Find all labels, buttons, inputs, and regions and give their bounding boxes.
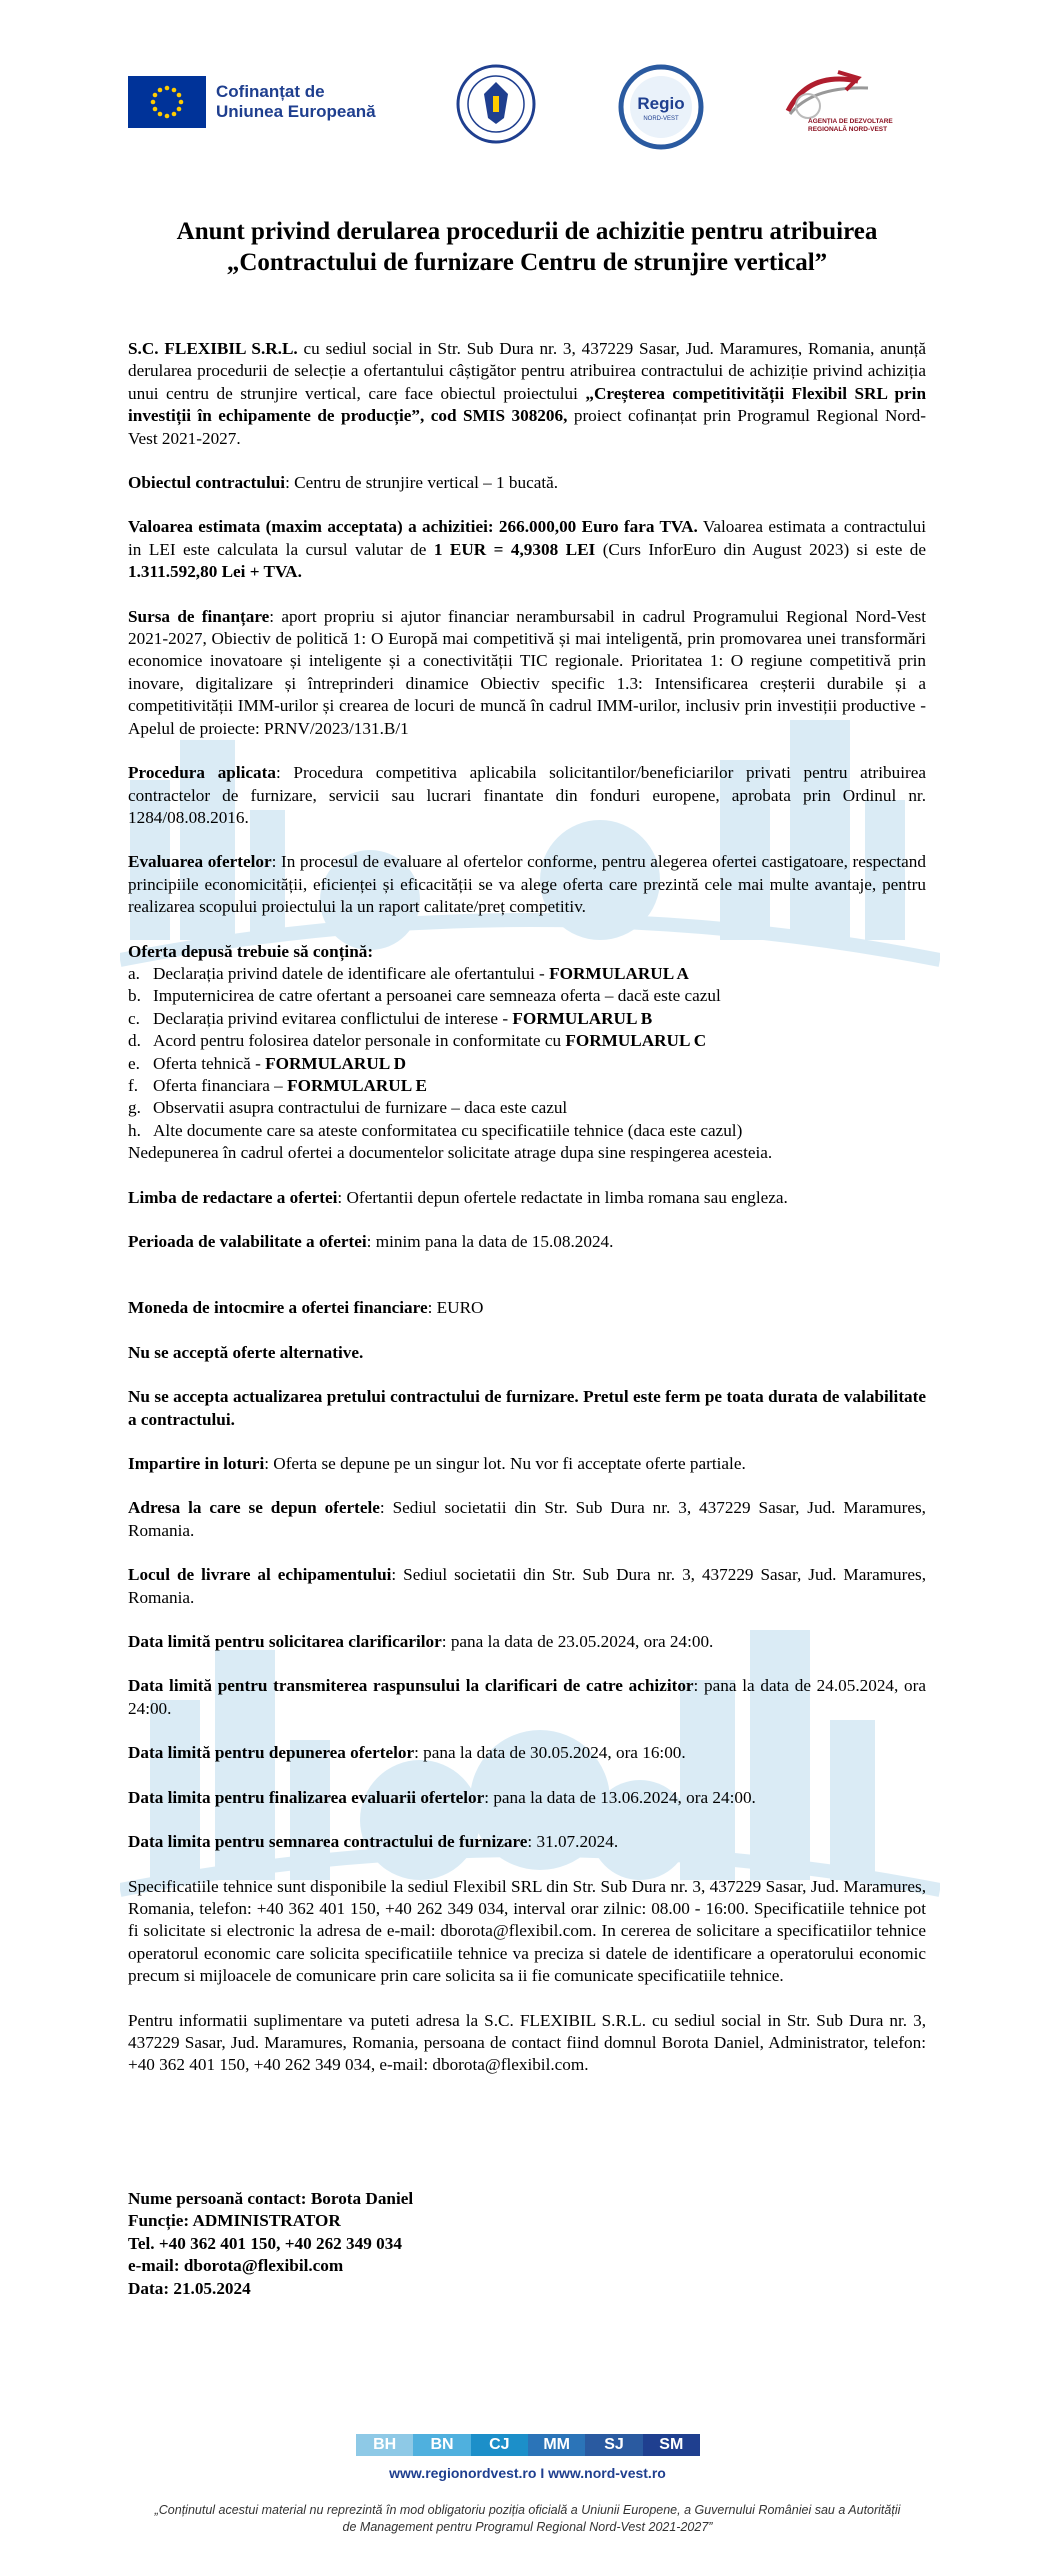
deadline-label: Data limita pentru finalizarea evaluarii ofertelor xyxy=(128,1787,485,1807)
list-marker: h. xyxy=(128,1120,141,1140)
alternative-text: Nu se acceptă oferte alternative. xyxy=(128,1342,364,1362)
valoare-paragraph xyxy=(128,516,926,583)
list-text: Oferta financiara – xyxy=(153,1075,288,1095)
county-mm: MM xyxy=(528,2434,585,2456)
livrare-label: Locul de livrare al echipamentului xyxy=(128,1565,392,1585)
list-marker: e. xyxy=(128,1053,140,1073)
evaluare-text: : In procesul de evaluare al ofertelor conforme, pentru alegerea ofertei castigatoare, respectand principiile economicității, eficienței și eficacității se va alege oferta care prezintă cele mai multe avantaje, pentru realizarea scopului proiectului la un raport calitate/preț competitiv. xyxy=(128,852,926,917)
oferta-heading xyxy=(128,941,926,963)
header-logos xyxy=(128,64,928,144)
deadline-label: Data limită pentru solicitarea clarificarilor xyxy=(128,1632,442,1652)
actualizare-paragraph xyxy=(128,1386,926,1431)
limba-label: Limba de redactare a ofertei xyxy=(128,1187,338,1207)
county-bh: BH xyxy=(356,2434,413,2456)
oferta-heading-text: Oferta depusă trebuie să conțină: xyxy=(128,941,374,961)
list-marker: b. xyxy=(128,986,141,1006)
adresa-label: Adresa la care se depun ofertele xyxy=(128,1498,380,1518)
eu-flag-icon xyxy=(128,76,206,128)
eu-logo xyxy=(128,76,376,128)
loturi-paragraph xyxy=(128,1453,926,1475)
list-bold: FORMULARUL E xyxy=(287,1075,427,1095)
procedura-text: : Procedura competitiva aplicabila solicitantilor/beneficiarilor privati pentru atribuirea contractelor de furnizare, servicii sau lucrari finantate din fonduri europene, aprobata prin Ordinul nr. 1284/08.08.2016. xyxy=(128,763,926,827)
list-item xyxy=(128,1053,926,1075)
list-text: Acord pentru folosirea datelor personale in conformitate cu xyxy=(153,1031,566,1051)
sursa-paragraph xyxy=(128,606,926,740)
moneda-paragraph xyxy=(128,1297,926,1319)
government-romania-logo xyxy=(456,64,536,144)
oferta-note: Nedepunerea în cadrul ofertei a documentelor solicitate atrage dupa sine respingerea acesteia. xyxy=(128,1143,773,1163)
deadline-label: Data limita pentru semnarea contractului de furnizare xyxy=(128,1832,528,1852)
list-bold: FORMULARUL D xyxy=(265,1053,406,1073)
county-sm: SM xyxy=(643,2434,700,2456)
list-text: Imputernicirea de catre ofertant a persoanei care semneaza oferta – dacă este cazul xyxy=(153,986,721,1006)
obiect-paragraph xyxy=(128,472,926,494)
valoare-lei: 1.311.592,80 Lei + TVA. xyxy=(128,562,302,582)
adresa-text: : Sediul societatii din Str. Sub Dura nr. 3, 437229 Sasar, Jud. Maramures, Romania. xyxy=(128,1498,926,1540)
limba-text: : Ofertantii depun ofertele redactate in limba romana sau engleza. xyxy=(337,1187,788,1207)
sursa-text: : aport propriu si ajutor financiar nerambursabil in cadrul Programului Regional Nord-Vest 2021-2027, Obiectiv de politică 1: O Europă mai competitivă și mai inteligentă, prin promovarea unei transformări economice inovatoare și inteligente și a conectivității TIC regionale. Prioritatea 1: O regiune competitivă prin inovare, digitalizare și întreprinderi dinamice Obiectiv specific 1.3: Intensificarea creșterii durabile și a competitivității IMM-urilor și crearea de locuri de muncă în cadrul IMM-urilor, inclusiv prin investiții productive - Apelul de proiecte: PRNV/2023/131.B/1 xyxy=(128,606,926,738)
company-name: S.C. FLEXIBIL S.R.L. xyxy=(128,339,298,358)
county-bn: BN xyxy=(413,2434,470,2456)
document-body xyxy=(128,338,926,2077)
deadline-semnare xyxy=(128,1831,926,1853)
adr-logo-text: AGENȚIA DE DEZVOLTARE REGIONALĂ NORD-VEST xyxy=(808,118,893,133)
contact-email: e-mail: dborota@flexibil.com xyxy=(128,2256,344,2276)
list-text: Oferta tehnică - xyxy=(153,1053,266,1073)
list-bold: FORMULARUL C xyxy=(565,1031,707,1051)
footer-disclaimer: „Conținutul acestui material nu reprezintă în mod obligatoriu poziția oficială a Uniunii Europene, a Guvernului României sau a Autorității de Management pentru Programul Regional Nord-Vest 2021-2027” xyxy=(154,2503,901,2534)
deadline-text: : 31.07.2024. xyxy=(527,1832,619,1852)
list-marker: d. xyxy=(128,1031,141,1051)
list-item xyxy=(128,1008,926,1030)
deadline-depunere xyxy=(128,1742,926,1764)
perioada-label: Perioada de valabilitate a ofertei xyxy=(128,1232,367,1251)
list-bold: FORMULARUL A xyxy=(549,963,689,983)
intro-text-end: proiect cofinanțat prin Programul Regional Nord-Vest 2021-2027. xyxy=(128,406,926,448)
procedura-paragraph xyxy=(128,762,926,829)
contact-block xyxy=(128,2188,413,2300)
livrare-paragraph xyxy=(128,1564,926,1609)
list-item xyxy=(128,1030,926,1052)
perioada-paragraph xyxy=(128,1231,926,1253)
actualizare-text: Nu se accepta actualizarea pretului contractului de furnizare. Pretul este ferm pe toata durata de valabilitate a contractului. xyxy=(128,1387,926,1429)
deadline-text: : pana la data de 23.05.2024, ora 24:00. xyxy=(441,1632,714,1652)
list-marker: g. xyxy=(128,1098,141,1118)
list-text: Declarația privind datele de identificare ale ofertantului - xyxy=(153,963,550,983)
list-item xyxy=(128,985,926,1007)
perioada-text: : minim pana la data de 15.08.2024. xyxy=(366,1232,614,1251)
valoare-label: Valoarea estimata (maxim acceptata) a achizitiei: 266.000,00 Euro fara TVA. xyxy=(128,517,698,537)
list-text: Alte documente care sa ateste conformitatea cu specificatiile tehnice (daca este cazul) xyxy=(153,1120,743,1140)
contact-date: Data: 21.05.2024 xyxy=(128,2278,251,2298)
list-bold: FORMULARUL B xyxy=(512,1008,653,1028)
loturi-text: : Oferta se depune pe un singur lot. Nu vor fi acceptate oferte partiale. xyxy=(264,1454,746,1474)
regio-logo xyxy=(618,64,704,150)
county-sj: SJ xyxy=(585,2434,642,2456)
evaluare-paragraph xyxy=(128,851,926,918)
title-line1: Anunt privind derularea procedurii de achizitie pentru atribuirea xyxy=(176,218,878,245)
specs-paragraph: Specificatiile tehnice sunt disponibile la sediul Flexibil SRL din Str. Sub Dura nr. 3, 437229 Sasar, Jud. Maramures, Romania, telefon: +40 362 401 150, +40 262 349 034, interval orar zilnic: 08.00 - 16:00. Specificatiile tehnice pot fi solicitate si electronic la adresa de e-mail: dborota@flexibil.com. In cererea de solicitare a specificatiilor tehnice operatorul economic care solicita specificatiile tehnice va preciza si datele de identificare a operatorului economic precum si mijloacele de comunicare prin care solicita sa ii fie comunicate specificatiile tehnice. xyxy=(128,1876,926,1986)
procedura-label: Procedura aplicata xyxy=(128,763,276,783)
valoare-text: Valoarea estimata a contractului in LEI este calculata la cursul valutar de xyxy=(128,517,926,559)
deadline-raspuns xyxy=(128,1675,926,1720)
list-item xyxy=(128,1075,926,1097)
valoare-text2: (Curs InforEuro din August 2023) si este de xyxy=(595,539,926,559)
contact-name: Nume persoană contact: Borota Daniel xyxy=(128,2189,414,2208)
footer-websites[interactable]: www.regionordvest.ro I www.nord-vest.ro xyxy=(389,2465,666,2481)
regio-logo-sub: NORD-VEST xyxy=(643,116,679,122)
deadline-label: Data limită pentru transmiterea raspunsului la clarificari de catre achizitor xyxy=(128,1676,694,1696)
deadline-text: : pana la data de 30.05.2024, ora 16:00. xyxy=(414,1743,686,1763)
list-marker: a. xyxy=(128,963,140,983)
list-text: Declarația privind evitarea conflictului de interese - xyxy=(153,1008,513,1028)
deadline-evaluare xyxy=(128,1787,926,1809)
contact-tel: Tel. +40 362 401 150, +40 262 349 034 xyxy=(128,2233,402,2253)
exchange-rate: 1 EUR = 4,9308 LEI xyxy=(433,539,596,559)
county-cj: CJ xyxy=(471,2434,528,2456)
eu-logo-line1: Cofinanțat de xyxy=(216,82,325,101)
adresa-paragraph xyxy=(128,1497,926,1542)
intro-text: cu sediul social in Str. Sub Dura nr. 3, 437229 Sasar, Jud. Maramures, Romania, anunță derularea procedurii de selecție a ofertantului câștigător pentru atribuirea contractului de achiziție privind achiziția unui centru de strunjire vertical, care face obiectul proiectului xyxy=(128,339,926,403)
list-item xyxy=(128,1097,926,1119)
title-line2: „Contractului de furnizare Centru de strunjire vertical” xyxy=(226,249,828,276)
document-title xyxy=(128,216,926,278)
intro-paragraph xyxy=(128,338,926,450)
limba-paragraph xyxy=(128,1187,926,1209)
loturi-label: Impartire in loturi xyxy=(128,1454,265,1474)
deadline-clarificari xyxy=(128,1631,926,1653)
deadline-label: Data limită pentru depunerea ofertelor xyxy=(128,1743,415,1763)
livrare-text: : Sediul societatii din Str. Sub Dura nr. 3, 437229 Sasar, Jud. Maramures, Romania. xyxy=(128,1565,926,1607)
deadline-text: : pana la data de 24.05.2024, ora 24:00. xyxy=(128,1676,926,1718)
sursa-label: Sursa de finanțare xyxy=(128,606,270,626)
obiect-text: : Centru de strunjire vertical – 1 bucată. xyxy=(285,473,559,493)
list-text: Observatii asupra contractului de furnizare – daca este cazul xyxy=(153,1098,568,1118)
list-item xyxy=(128,963,926,985)
eu-logo-line2: Uniunea Europeană xyxy=(216,102,376,121)
regio-logo-label: Regio xyxy=(637,94,685,113)
info-paragraph: Pentru informatii suplimentare va puteti adresa la S.C. FLEXIBIL S.R.L. cu sediul social in Str. Sub Dura nr. 3, 437229 Sasar, Jud. Maramures, Romania, persoana de contact fiind domnul Borota Daniel, Administrator, telefon: +40 362 401 150, +40 262 349 034, e-mail: dborota@flexibil.com. xyxy=(128,2010,926,2075)
evaluare-label: Evaluarea ofertelor xyxy=(128,852,272,872)
oferta-list xyxy=(128,963,926,1142)
county-bar xyxy=(356,2434,700,2456)
moneda-label: Moneda de intocmire a ofertei financiare xyxy=(128,1298,428,1318)
alternative-paragraph xyxy=(128,1342,926,1364)
list-marker: c. xyxy=(128,1008,140,1028)
obiect-label: Obiectul contractului xyxy=(128,473,286,493)
list-marker: f. xyxy=(128,1075,139,1095)
deadline-text: : pana la data de 13.06.2024, ora 24:00. xyxy=(484,1787,756,1807)
contact-role: Funcție: ADMINISTRATOR xyxy=(128,2211,341,2231)
moneda-text: : EURO xyxy=(427,1298,484,1318)
adr-nord-vest-logo xyxy=(768,66,928,146)
list-item xyxy=(128,1120,926,1142)
project-name: „Creșterea competitivității Flexibil SRL prin investiții în echipamente de producție”, cod SMIS 308206, xyxy=(128,383,927,426)
